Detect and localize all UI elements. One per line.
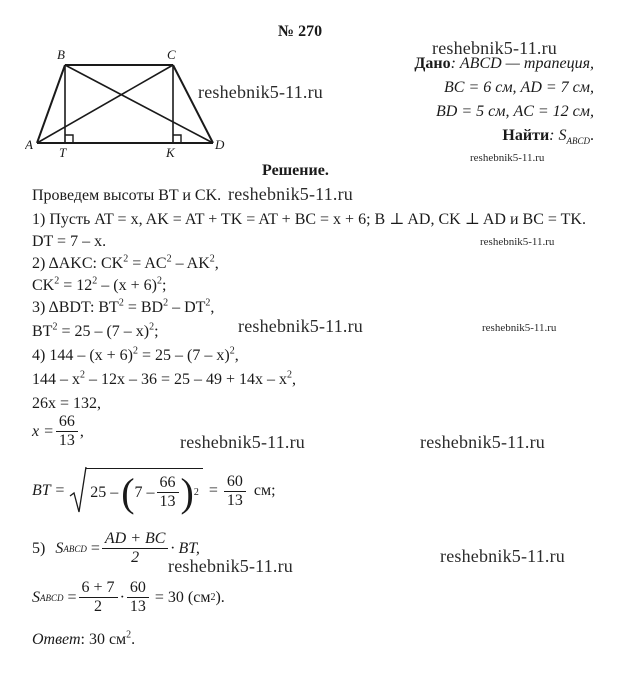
s-fraction	[102, 531, 169, 566]
bt-inner-fraction	[157, 475, 179, 510]
watermark: reshebnik5-11.ru	[480, 236, 555, 248]
s2-den1: 2	[94, 598, 103, 615]
step-5: 5) S ABCD = $\frac{AD + BC}{2}$ · BT,	[32, 530, 200, 566]
answer-end: .	[131, 631, 136, 648]
watermark: reshebnik5-11.ru	[228, 184, 353, 204]
bt-result-fraction	[224, 474, 246, 509]
s-letter-2: S	[32, 588, 40, 606]
right-angle-k	[173, 135, 181, 143]
watermark: reshebnik5-11.ru	[238, 316, 363, 336]
sup: 2	[156, 275, 162, 287]
given-block	[414, 52, 594, 148]
step-2b-rest2: – (x + 6)	[97, 277, 157, 294]
label-k: K	[166, 145, 175, 160]
find-sub: ABCD	[566, 136, 590, 147]
x-eq: x =	[32, 422, 54, 440]
bt-inner-b: 7 –	[134, 483, 155, 501]
watermark: reshebnik5-11.ru	[470, 152, 545, 164]
side-cd	[173, 65, 213, 143]
s-den: 2	[131, 549, 140, 566]
given-line2: BC = 6 см, AD = 7 см,	[444, 79, 594, 96]
step-5-label: 5)	[32, 539, 46, 557]
step-4a-rest: = 25 – (7 – x)	[138, 347, 230, 364]
s-tail: · BT,	[170, 539, 200, 557]
sup: 2	[126, 629, 132, 641]
given-line3: BD = 5 см, AC = 12 см,	[436, 103, 594, 120]
find-dot: .	[590, 127, 594, 144]
watermark: reshebnik5-11.ru	[420, 432, 545, 452]
problem-number: № 270	[278, 23, 323, 40]
step-3a	[32, 297, 215, 316]
solution-title: Решение.	[262, 162, 329, 179]
step-4b-text: 144 – x	[32, 371, 80, 388]
find-value: : S	[549, 127, 567, 144]
s-eq: =	[90, 539, 100, 557]
s-eq-2: =	[67, 588, 77, 606]
step-2b-rest: = 12	[59, 277, 93, 294]
answer-value: : 30 см	[80, 631, 127, 648]
sup: 2	[123, 253, 129, 265]
sup: 2	[209, 253, 215, 265]
s2-den2: 13	[129, 598, 146, 615]
step-4c: 26x = 132,	[32, 395, 102, 412]
x-den: 13	[58, 432, 75, 449]
step-4a-end: ,	[234, 347, 239, 364]
step-4b-rest: – 12x – 36 = 25 – 49 + 14x – x	[85, 371, 288, 388]
step-3a-rest2: – DT	[168, 299, 206, 316]
watermark: reshebnik5-11.ru	[440, 546, 565, 566]
step-2b-end: ;	[161, 277, 167, 294]
bt-res-num: 60	[224, 474, 246, 492]
step-2a	[32, 253, 219, 272]
side-ab	[37, 65, 65, 143]
watermark: reshebnik5-11.ru	[180, 432, 305, 452]
step-3a-end: ,	[210, 299, 215, 316]
s-letter: S	[55, 539, 64, 557]
step-3b-end: ;	[154, 323, 159, 340]
bt-inner-a: 25 –	[90, 483, 119, 501]
step-3a-text: 3) ΔBDT: BT	[32, 299, 119, 316]
x-num: 66	[56, 414, 78, 432]
s2-num2: 60	[127, 580, 149, 598]
diagonal-ac	[37, 65, 173, 143]
bt-res-den: 13	[226, 491, 243, 509]
sup: 2	[54, 275, 60, 287]
label-t: T	[59, 145, 67, 160]
watermark: reshebnik5-11.ru	[482, 322, 557, 334]
step-5-calc: S ABCD = $\frac{6 + 7}{2}$ · $\frac{60}{13}$ = 30 (см 2 ).	[32, 579, 225, 615]
step-1: 1) Пусть AT = x, AK = AT + TK = AT + BC = x + 6; B ⊥ AD, CK ⊥ AD и BC = TK.	[32, 211, 586, 228]
step-4b	[32, 369, 297, 388]
sup: 2	[133, 345, 139, 357]
find-label: Найти	[502, 127, 550, 144]
step-3b-text: BT	[32, 323, 53, 340]
sup: 2	[287, 369, 293, 381]
s2-num1: 6 + 7	[79, 580, 118, 598]
sqrt	[69, 466, 203, 516]
label-b: B	[57, 47, 65, 62]
bt-equation	[32, 466, 276, 516]
bt-eq: =	[208, 482, 218, 499]
sup: 2	[205, 297, 211, 309]
step-4a-text: 4) 144 – (x + 6)	[32, 347, 134, 364]
sup: 2	[92, 275, 98, 287]
line-heights: Проведем высоты BT и CK.	[32, 187, 222, 204]
sup: 2	[163, 297, 169, 309]
x-fraction	[56, 414, 78, 449]
x-equation	[32, 414, 84, 449]
bt-unit: см;	[253, 482, 276, 499]
x-end: ,	[79, 422, 84, 440]
step-3b	[32, 321, 159, 340]
label-c: C	[167, 47, 176, 62]
bt-lhs: BT =	[32, 482, 66, 499]
step-1b: DT = 7 – x.	[32, 233, 107, 250]
watermark: reshebnik5-11.ru	[432, 38, 557, 58]
given-label: Дано	[414, 55, 451, 72]
label-d: D	[215, 137, 225, 152]
watermark: reshebnik5-11.ru	[168, 556, 293, 576]
sup: 2	[52, 321, 58, 333]
s2-fraction-1	[79, 580, 118, 615]
sup: 2	[149, 321, 155, 333]
radical-sign	[69, 466, 87, 516]
s-num: AD + BC	[102, 531, 169, 549]
radicand: 25 – ( 7 – $\frac{66}{13}$ ) 2	[86, 468, 203, 515]
step-2b-text: CK	[32, 277, 55, 294]
step-4b-end: ,	[292, 371, 297, 388]
step-2a-text: 2) ΔAKC: CK	[32, 255, 124, 272]
sup: 2	[80, 369, 85, 381]
given-line1: : ABCD — трапеция,	[450, 55, 594, 72]
answer-label: Ответ	[32, 631, 81, 648]
s2-dot: ·	[119, 588, 125, 606]
right-angle-t	[65, 135, 73, 143]
answer	[32, 629, 136, 648]
bt-frac-num: 66	[157, 475, 179, 493]
step-3b-rest: = 25 – (7 – x)	[57, 323, 150, 340]
s2-result: = 30 (см	[154, 588, 211, 606]
step-2a-end: ,	[214, 255, 219, 272]
sup: 2	[118, 297, 124, 309]
s2-result-end: ).	[215, 588, 225, 606]
bt-frac-den: 13	[159, 493, 176, 510]
diagonal-bd	[65, 65, 213, 143]
watermark: reshebnik5-11.ru	[198, 82, 323, 102]
step-2a-rest: = AC	[128, 255, 167, 272]
sup: 2	[166, 253, 172, 265]
sup: 2	[229, 345, 235, 357]
step-3a-rest: = BD	[123, 299, 164, 316]
step-2b	[32, 275, 167, 294]
s2-fraction-2	[127, 580, 149, 615]
step-4a	[32, 345, 239, 364]
label-a: A	[25, 137, 33, 152]
step-2a-rest2: – AK	[171, 255, 210, 272]
